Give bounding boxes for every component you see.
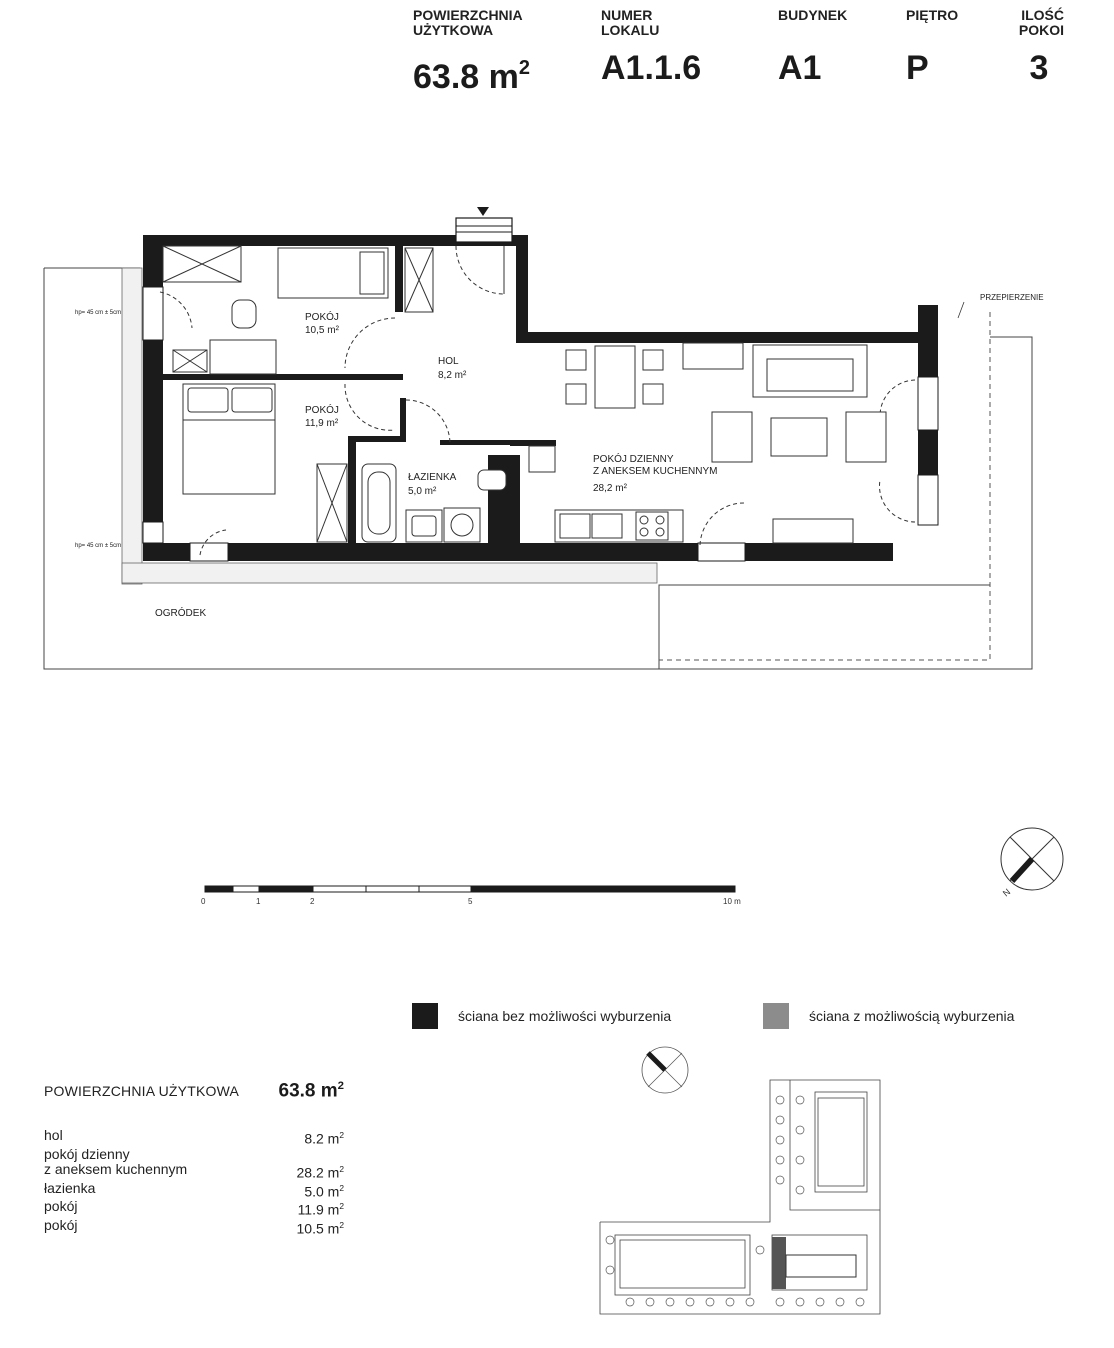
floor-plan (0, 180, 1114, 680)
unit-number-label: NUMER LOKALU (601, 7, 660, 38)
legend-swatch-grey (763, 1003, 789, 1029)
scale-tick-10: 10 m (723, 897, 741, 906)
site-map (590, 1040, 890, 1320)
building-value: A1 (778, 49, 822, 87)
floor-value: P (906, 49, 929, 87)
list-item: hol 8.2 $m^2$ (44, 1127, 344, 1147)
legend-item-load-bearing (412, 1003, 671, 1029)
unit-number-column (601, 8, 701, 86)
room-living-area: 28,2 m² (593, 483, 627, 494)
room-bedroom-2-area: 11,9 m² (305, 418, 339, 429)
scale-ticks (201, 897, 741, 906)
area-label: POWIERZCHNIA UŻYTKOWA (413, 7, 523, 38)
area-summary (44, 1080, 344, 1237)
entrance (456, 207, 512, 294)
scale-segments (205, 886, 735, 892)
legend-swatch-dark (412, 1003, 438, 1029)
rooms-count-column (1014, 8, 1064, 86)
garden-label: OGRÓDEK (155, 608, 207, 619)
list-item: pokój dzienny (44, 1145, 130, 1162)
scale-tick-5: 5 (468, 897, 473, 906)
building-label: BUDYNEK (778, 7, 848, 23)
partition-label: PRZEPIERZENIE (980, 293, 1044, 302)
compass-north: N (1000, 886, 1013, 899)
scale-bar (195, 880, 755, 920)
compass-icon (996, 825, 1068, 903)
list-item: pokój 11.9 $m^2$ (44, 1198, 344, 1218)
area-value: 63.8 $m^2$ (413, 57, 530, 96)
list-item: łazienka 5.0 $m^2$ (44, 1179, 344, 1200)
room-hall-name: HOL (438, 356, 459, 367)
unit-number-value: A1.1.6 (601, 49, 702, 87)
floor-column (906, 8, 958, 86)
room-bathroom-name: ŁAZIENKA (408, 472, 457, 483)
legend-item-demolishable (763, 1003, 1014, 1029)
rooms-count-value: 3 (1029, 49, 1049, 87)
floor-label: PIĘTRO (906, 7, 959, 23)
summary-room-list (44, 1128, 344, 1236)
room-living-name-line: POKÓJ DZIENNY (593, 454, 674, 465)
summary-header (44, 1080, 344, 1102)
summary-total: 63.8 $m^2$ (278, 1080, 344, 1102)
legend-label-load-bearing: ściana bez możliwości wyburzenia (458, 1008, 672, 1024)
list-item: pokój 10.5 $m^2$ (44, 1216, 344, 1237)
site-compass-icon (642, 1047, 688, 1093)
scale-tick-2: 2 (310, 897, 315, 906)
room-bedroom-1-area: 10,5 m² (305, 325, 339, 336)
scale-tick-0: 0 (201, 897, 206, 906)
summary-title: POWIERZCHNIA UŻYTKOWA (44, 1083, 240, 1100)
building-column (778, 8, 847, 86)
room-bedroom-2-name: POKÓJ (305, 405, 339, 416)
room-bedroom-1-name: POKÓJ (305, 312, 339, 323)
rooms-count-label: ILOŚĆ POKOI (1018, 7, 1064, 38)
room-living-name (593, 452, 717, 477)
room-bathroom-area: 5,0 m² (408, 486, 437, 497)
sill-note-top: hp= 45 cm ± 5cm (75, 310, 122, 316)
list-item: z aneksem kuchennym 28.2 $m^2$ (44, 1160, 344, 1181)
room-hall-area: 8,2 m² (438, 370, 467, 381)
room-living-name-line: Z ANEKSEM KUCHENNYM (593, 466, 718, 477)
legend-label-demolishable: ściana z możliwością wyburzenia (809, 1008, 1015, 1024)
site-unit-highlight (772, 1237, 856, 1289)
area-column (413, 8, 530, 95)
scale-tick-1: 1 (256, 897, 261, 906)
partition-leader (958, 302, 964, 318)
sill-note-bottom: hp= 45 cm ± 5cm (75, 543, 122, 549)
site-trees (606, 1096, 864, 1306)
site-outline (600, 1080, 880, 1314)
